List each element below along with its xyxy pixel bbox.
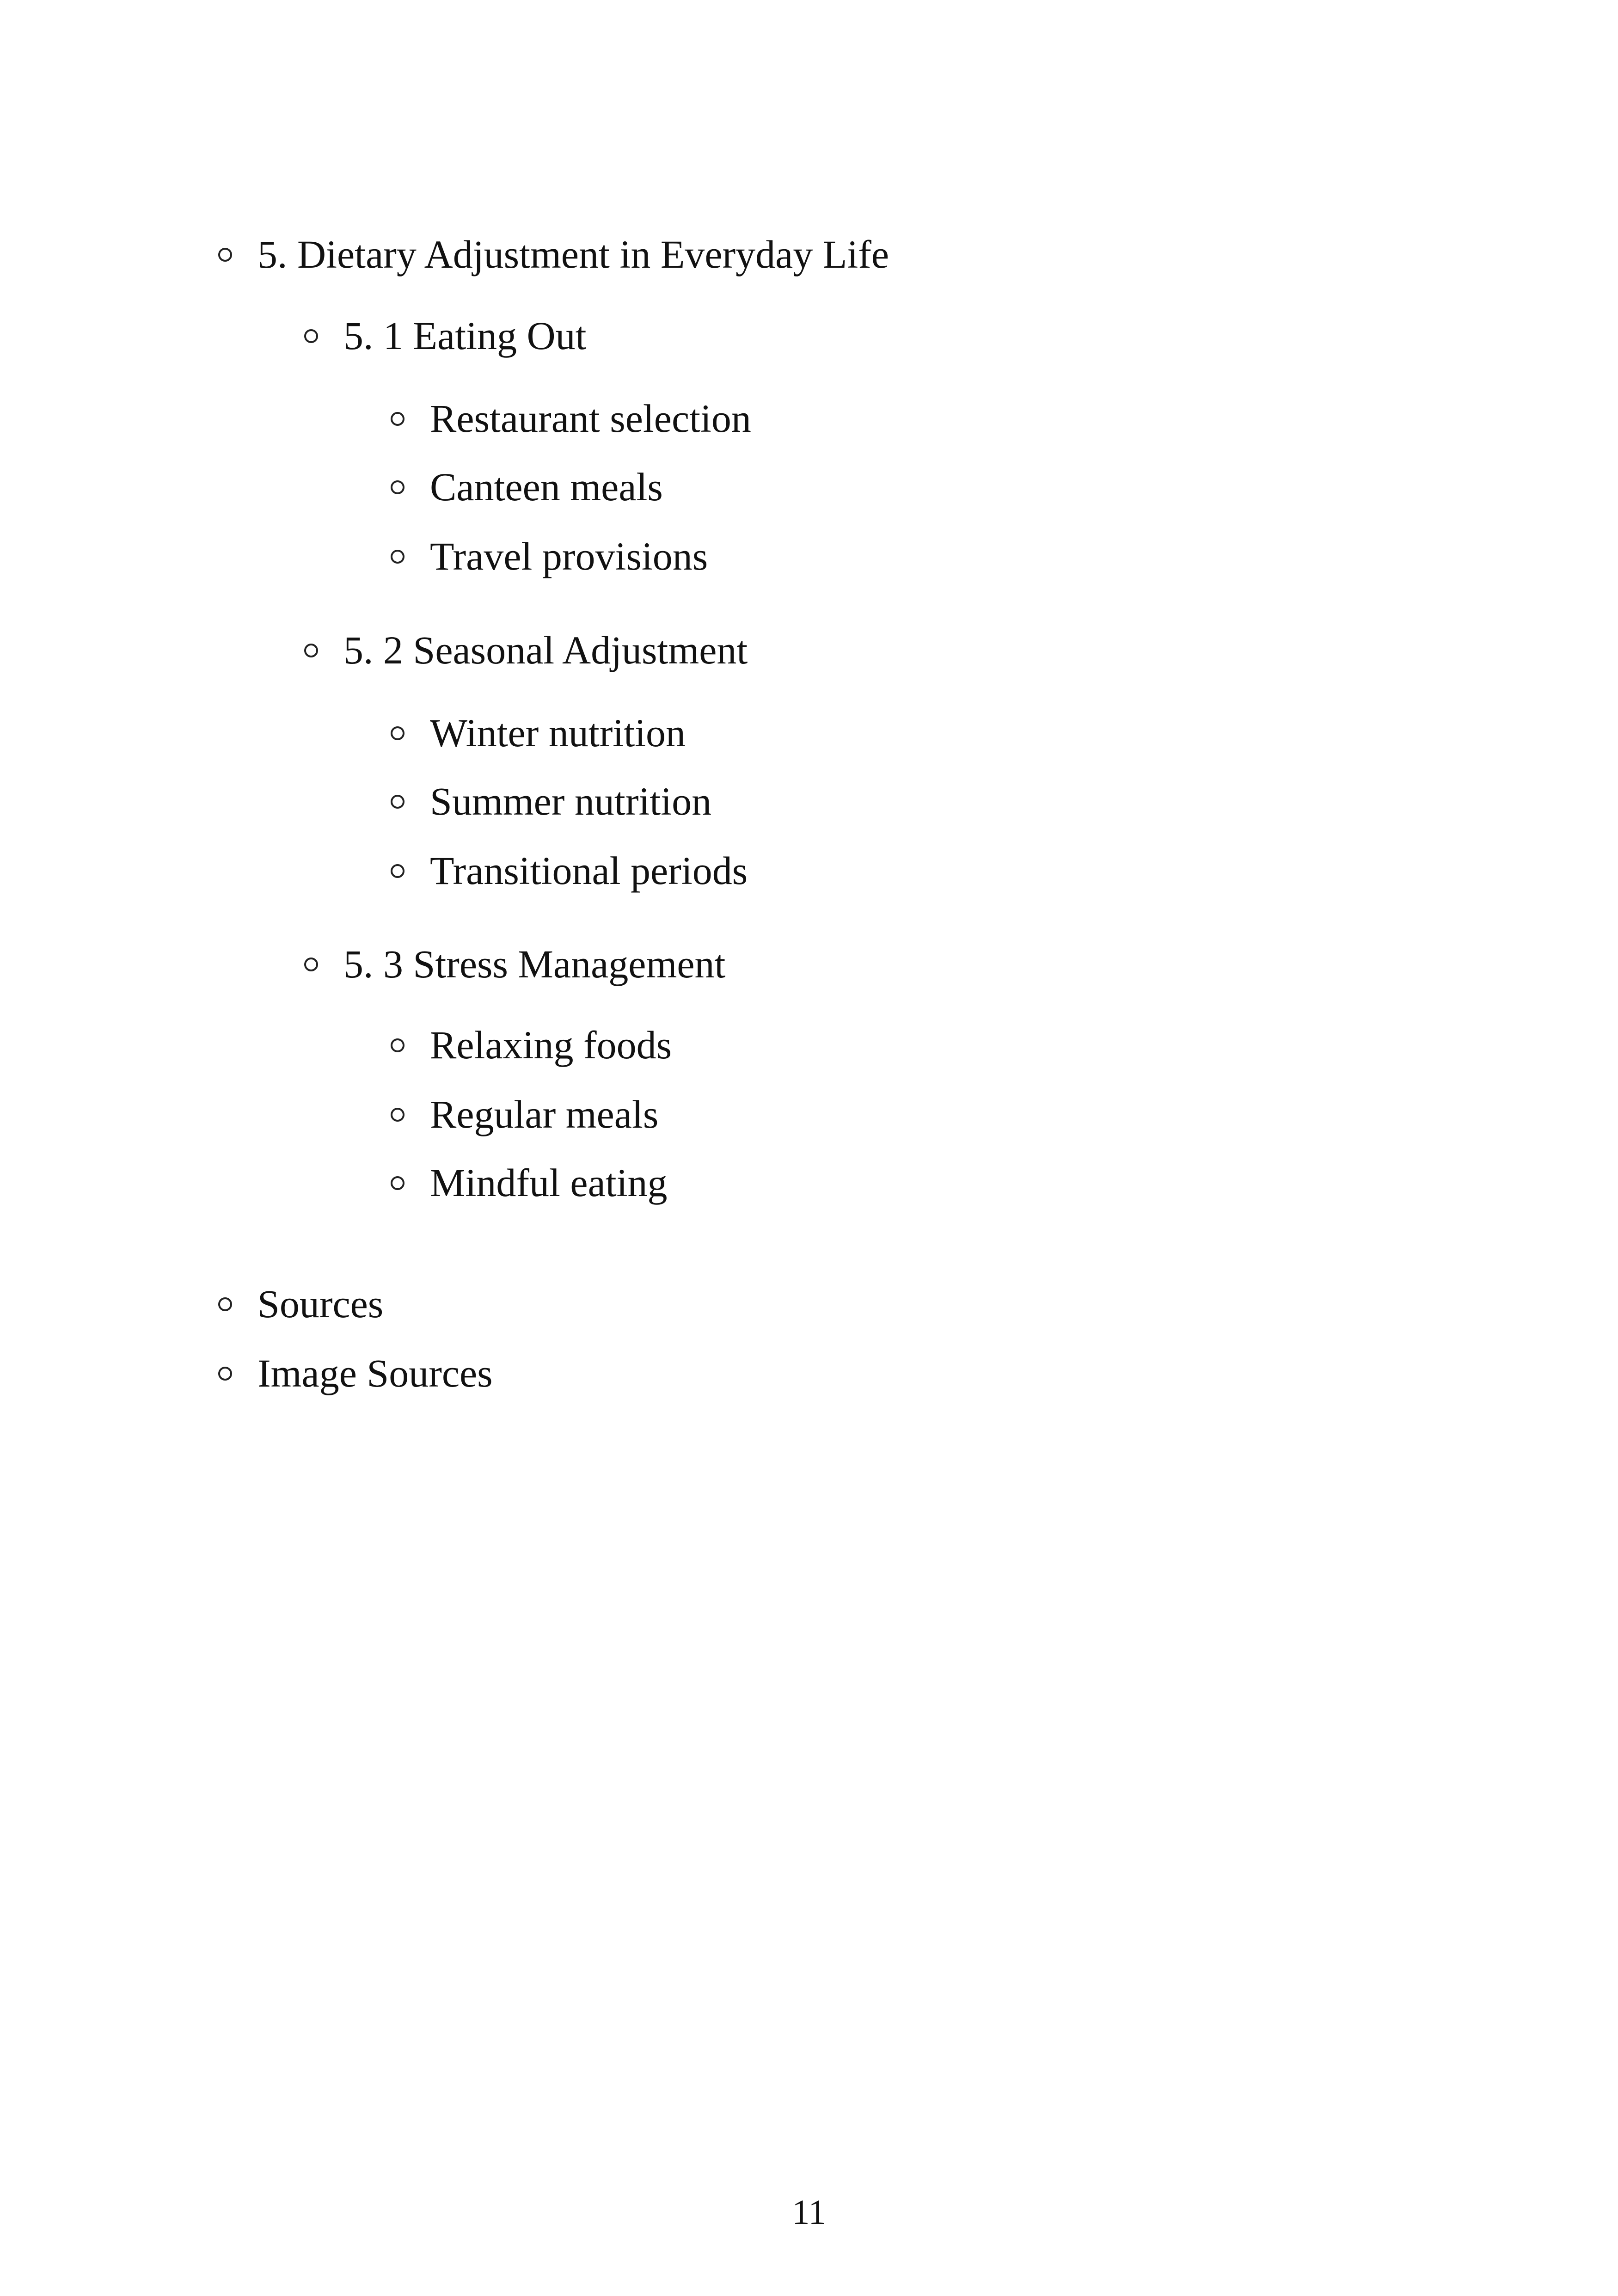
hollow-circle-bullet-icon xyxy=(391,726,404,740)
outline-item-label: Canteen meals xyxy=(430,465,663,509)
outline-item-label: Restaurant selection xyxy=(430,396,751,441)
sources-label: Sources xyxy=(257,1282,384,1326)
section-5-title: 5. Dietary Adjustment in Everyday Life xyxy=(257,232,889,276)
hollow-circle-bullet-icon xyxy=(391,1108,404,1122)
subsection-5-1-title: 5. 1 Eating Out xyxy=(343,313,587,358)
hollow-circle-bullet-icon xyxy=(304,958,318,971)
hollow-circle-bullet-icon xyxy=(391,480,404,494)
page-number: 11 xyxy=(792,2193,826,2232)
outline-item-label: Regular meals xyxy=(430,1092,659,1136)
hollow-circle-bullet-icon xyxy=(391,412,404,426)
outline-item-label: Travel provisions xyxy=(430,534,708,578)
outline-item-label: Transitional periods xyxy=(430,848,748,893)
hollow-circle-bullet-icon xyxy=(391,550,404,564)
image-sources-label: Image Sources xyxy=(257,1351,493,1395)
outline-item-label: Mindful eating xyxy=(430,1160,668,1205)
hollow-circle-bullet-icon xyxy=(218,1367,232,1381)
outline-item-label: Winter nutrition xyxy=(430,711,686,755)
hollow-circle-bullet-icon xyxy=(218,248,232,262)
hollow-circle-bullet-icon xyxy=(218,1297,232,1311)
hollow-circle-bullet-icon xyxy=(304,329,318,343)
hollow-circle-bullet-icon xyxy=(391,795,404,809)
hollow-circle-bullet-icon xyxy=(304,644,318,657)
outline-item-label: Summer nutrition xyxy=(430,779,712,823)
subsection-5-3-title: 5. 3 Stress Management xyxy=(343,942,726,986)
hollow-circle-bullet-icon xyxy=(391,1038,404,1052)
hollow-circle-bullet-icon xyxy=(391,864,404,878)
hollow-circle-bullet-icon xyxy=(391,1176,404,1190)
subsection-5-2-title: 5. 2 Seasonal Adjustment xyxy=(343,628,748,672)
outline-item-label: Relaxing foods xyxy=(430,1023,672,1067)
